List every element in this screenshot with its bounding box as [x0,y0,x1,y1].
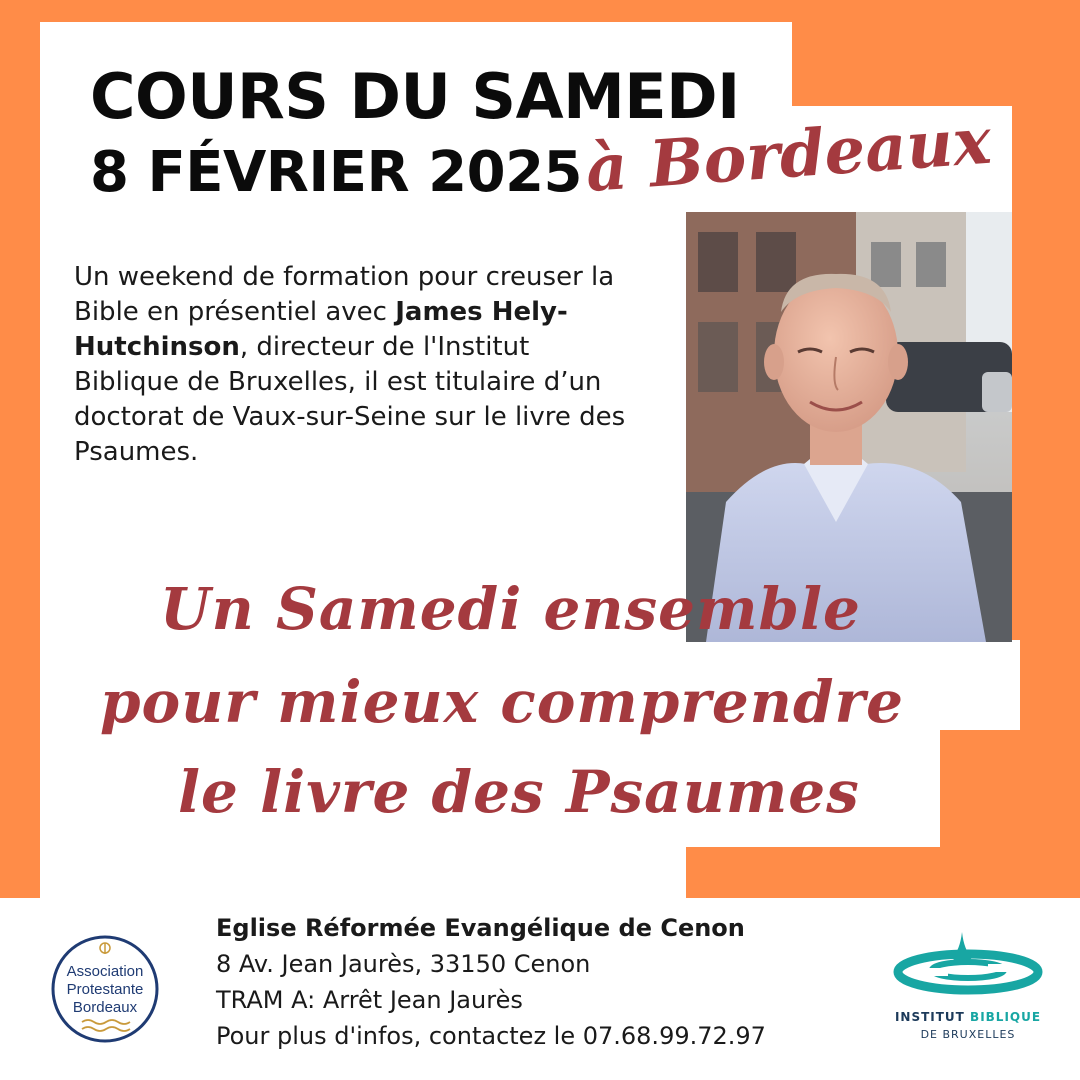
venue-info [216,910,766,1054]
institut-biblique-bruxelles-logo [888,928,1048,1048]
slogan-line-2: pour mieux comprendre [100,668,904,736]
speaker-name: James Hely-Hutchinson [74,297,568,362]
description-intro: Un weekend de formation pour creuser la Bible en présentiel avec [74,262,615,327]
ibb-logo-word1: INSTITUT [894,1010,965,1024]
slogan-line-1: Un Samedi ensemble [160,575,861,643]
slogan-line-3: le livre des Psaumes [178,758,860,826]
venue-tram: TRAM A: Arrêt Jean Jaurès [216,986,523,1014]
slogan-panel [40,840,686,900]
venue-contact: Pour plus d'infos, contactez le 07.68.99.72.97 [216,1022,766,1050]
water-drop-icon [888,928,1048,1008]
apb-logo-line2: Protestante [66,981,144,998]
page-title: COURS DU SAMEDI [90,60,740,133]
association-protestante-bordeaux-logo [50,934,160,1044]
description-rest: , directeur de l'Institut Biblique de Bruxelles, il est titulaire d’un doctorat de Vaux-sur-Seine sur le livre des Psaumes. [74,332,626,467]
ibb-logo-line1 [888,1010,1048,1024]
apb-logo-line1: Association [66,963,144,980]
apb-logo-line3: Bordeaux [72,999,138,1016]
ibb-logo-word2: BIBLIQUE [970,1010,1042,1024]
location-script-text: à Bordeaux [583,103,994,207]
ibb-logo-line2: DE BRUXELLES [920,1028,1016,1041]
event-date: 8 FÉVRIER 2025 [90,140,582,205]
venue-address: 8 Av. Jean Jaurès, 33150 Cenon [216,950,591,978]
event-description [74,260,634,470]
venue-name: Eglise Réformée Evangélique de Cenon [216,914,745,942]
